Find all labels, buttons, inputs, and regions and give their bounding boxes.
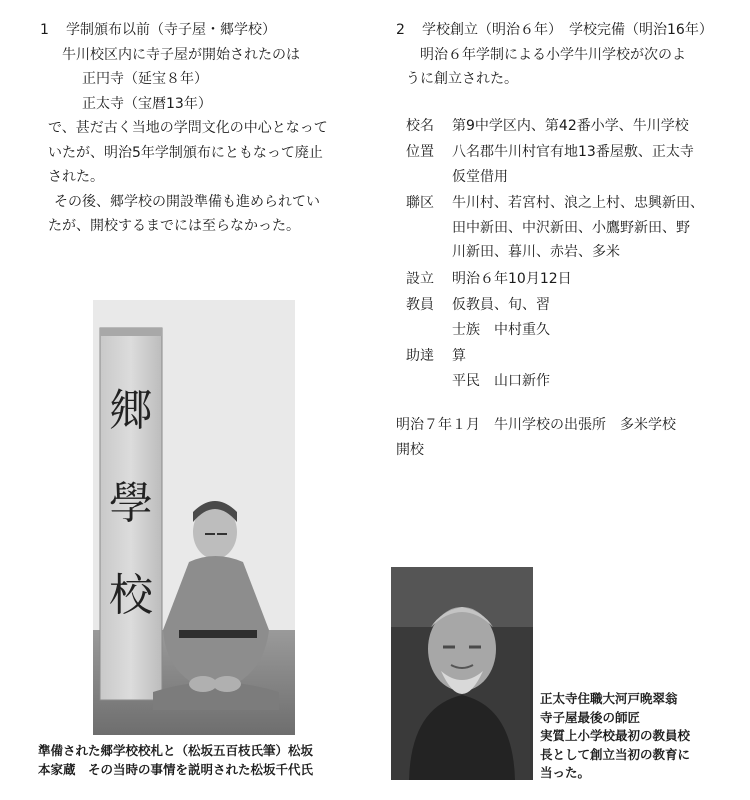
section-1-heading [40, 18, 370, 43]
caption-line: 実質上小学校最初の教員校 [540, 728, 691, 743]
section-title: 学校創立（明治６年） 学校完備（明治16年） [422, 22, 713, 38]
temple-entry: 正太寺（宝暦13年） [82, 95, 212, 112]
record-value: 川新田、暮川、赤岩、多米 [452, 244, 620, 260]
section-number: 2 [396, 22, 405, 38]
record-row [406, 191, 726, 265]
portrait-photo [391, 567, 533, 780]
section-1 [40, 18, 370, 239]
caption-line: 寺子屋最後の師匠 [540, 709, 641, 725]
paragraph-line: たが、開校するまでには至らなかった。 [48, 218, 300, 234]
record-label: 校名 [406, 117, 434, 134]
record-label: 聯区 [406, 195, 434, 211]
temple-entry: 正円寺（延宝８年） [82, 71, 208, 87]
paragraph-line: その後、郷学校の開設準備も進められてい [54, 193, 320, 210]
caption-line: 当った。 [540, 765, 591, 780]
record-value: 牛川村、若宮村、浪之上村、忠興新田、 [452, 195, 704, 211]
record-values [452, 140, 694, 189]
caption-line: 長として創立当初の教育に [540, 746, 691, 762]
record-values [452, 114, 689, 139]
record-values [452, 293, 550, 342]
signboard-caption [38, 741, 313, 779]
branch-school-note [396, 413, 726, 462]
record-values [452, 344, 550, 393]
paragraph-line: うに創立された。 [406, 71, 518, 87]
record-row [406, 114, 726, 139]
record-value: 仮堂借用 [452, 168, 508, 185]
record-value: 田中新田、中沢新田、小鷹野新田、野 [452, 219, 690, 236]
record-label: 位置 [406, 144, 434, 160]
note-line: 明治７年１月 牛川学校の出張所 多米学校 [396, 417, 676, 433]
record-label: 設立 [406, 270, 434, 287]
record-value: 仮教員、旬、習 [452, 297, 550, 313]
record-value: 算 [452, 348, 466, 364]
portrait-caption [540, 690, 690, 783]
note-line: 開校 [396, 441, 424, 458]
record-row [406, 293, 726, 342]
record-label: 教員 [406, 297, 434, 313]
caption-line: 準備された郷学校校札と（松坂五百枝氏筆）松坂 [38, 743, 314, 758]
signboard-char: 校 [109, 570, 153, 621]
section-number: 1 [40, 22, 49, 38]
record-value: 士族 中村重久 [452, 321, 550, 338]
paragraph-line: された。 [48, 169, 104, 185]
record-value: 明治６年10月12日 [452, 270, 572, 287]
caption-line: 正太寺住職大河戸晩翠翁 [540, 691, 678, 706]
record-row [406, 344, 726, 393]
record-row [406, 267, 726, 292]
signboard-char: 學 [109, 478, 153, 529]
record-row [406, 140, 726, 189]
paragraph-line: 牛川校区内に寺子屋が開始されたのは [62, 46, 300, 63]
portrait-photo-graphic [391, 567, 533, 780]
section-title: 学制頒布以前（寺子屋・郷学校） [66, 22, 276, 38]
section-2 [396, 18, 726, 462]
paragraph-line: いたが、明治5年学制頒布にともなって廃止 [48, 144, 323, 161]
signboard-char: 郷 [109, 385, 153, 436]
paragraph-line: 明治６年学制による小学牛川学校が次のよ [420, 46, 686, 63]
caption-line: 本家蔵 その当時の事情を説明された松坂千代氏 [38, 762, 314, 777]
signboard-photo-graphic [93, 300, 295, 735]
school-record-table [406, 114, 726, 394]
record-values [452, 267, 572, 292]
section-2-heading [396, 18, 726, 43]
record-value: 平民 山口新作 [452, 372, 550, 389]
record-values [452, 191, 704, 265]
record-value: 八名郡牛川村官有地13番屋敷、正太寺 [452, 144, 694, 160]
signboard-photo [93, 300, 295, 735]
record-value: 第9中学区内、第42番小学、牛川学校 [452, 117, 689, 134]
paragraph-line: で、甚だ古く当地の学問文化の中心となって [48, 120, 328, 136]
record-label: 助達 [406, 348, 434, 364]
